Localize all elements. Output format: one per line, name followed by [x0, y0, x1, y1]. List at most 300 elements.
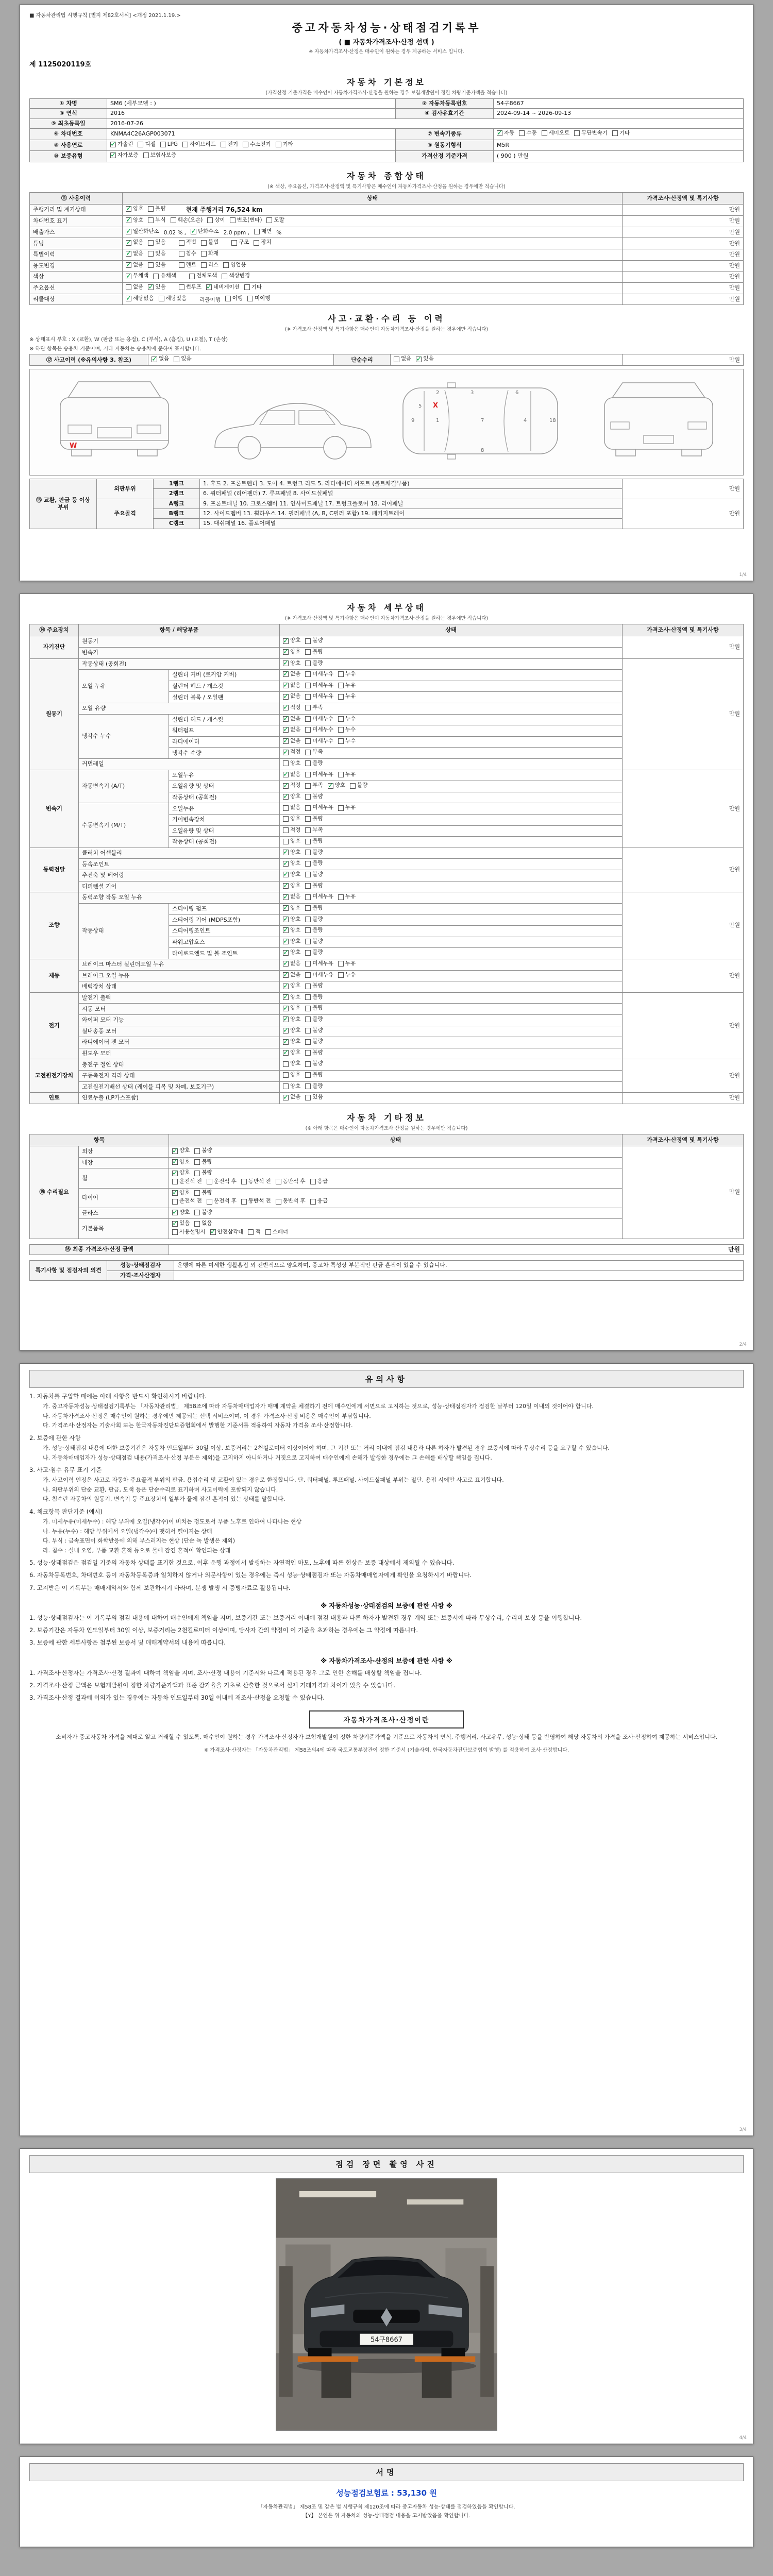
checkbox-option: [283, 782, 300, 789]
checkbox-unchecked[interactable]: [254, 229, 260, 234]
checkbox-unchecked[interactable]: [305, 716, 311, 722]
checkbox-checked[interactable]: [283, 917, 289, 922]
device-state: [280, 837, 623, 848]
checkbox-unchecked[interactable]: [305, 1095, 311, 1100]
checkbox-unchecked[interactable]: [254, 240, 259, 246]
checkbox-unchecked[interactable]: [305, 961, 311, 967]
checkbox-unchecked[interactable]: [338, 894, 344, 900]
checkbox-label: 부족: [312, 749, 323, 755]
field-label: 가격산정 기준가격: [396, 151, 494, 162]
checkbox-unchecked[interactable]: [338, 716, 344, 722]
checkbox-unchecked[interactable]: [338, 972, 344, 978]
checkbox-label: 양호: [290, 949, 301, 956]
checkbox-unchecked[interactable]: [305, 872, 311, 877]
checkbox-unchecked[interactable]: [179, 251, 184, 257]
table-row: [30, 1146, 744, 1158]
checkbox-checked[interactable]: [110, 142, 116, 147]
checkbox-checked[interactable]: [283, 939, 289, 944]
checkbox-label: 부족: [312, 826, 323, 833]
checkbox-unchecked[interactable]: [305, 738, 311, 744]
diagram-repair-mark: W: [69, 442, 77, 450]
checkbox-unchecked[interactable]: [194, 1159, 200, 1165]
checkbox-option: [207, 1198, 237, 1205]
checkbox-checked[interactable]: [206, 284, 212, 290]
checkbox-label: 양호: [334, 782, 345, 789]
checkbox-unchecked[interactable]: [305, 1016, 311, 1022]
checkbox-option: [172, 1190, 190, 1197]
price-amount: 만원: [623, 215, 744, 227]
checkbox-checked[interactable]: [283, 705, 289, 710]
check-group: [126, 273, 181, 281]
device-state: [280, 937, 623, 948]
checkbox-label: LPG: [167, 141, 178, 147]
checkbox-unchecked[interactable]: [305, 950, 311, 956]
checkbox-unchecked[interactable]: [305, 1061, 311, 1067]
checkbox-unchecked[interactable]: [148, 240, 154, 246]
notice-paragraph: 라. 침수 : 실내 오염, 부품 교환 흔적 등으로 물에 잠긴 흔적이 확인되는 상태: [43, 1547, 231, 1554]
checkbox-unchecked[interactable]: [223, 262, 229, 268]
checkbox-label: 리스: [208, 261, 219, 268]
checkbox-unchecked[interactable]: [172, 1199, 178, 1205]
checkbox-unchecked[interactable]: [276, 1199, 281, 1205]
checkbox-unchecked[interactable]: [305, 1039, 311, 1045]
checkbox-label: 운전석 전: [179, 1198, 202, 1205]
etc-state: [169, 1219, 623, 1239]
checkbox-label: 누수: [345, 726, 356, 733]
checkbox-option: [338, 716, 356, 723]
device-subitem: 오일유량 및 상태: [169, 781, 280, 792]
check-group: [126, 284, 171, 293]
checkbox-unchecked[interactable]: [276, 142, 281, 147]
checkbox-checked[interactable]: [283, 683, 289, 688]
checkbox-unchecked[interactable]: [338, 683, 344, 688]
checkbox-option: [206, 284, 240, 291]
device-item: 수동변속기 (M/T): [79, 803, 169, 848]
checkbox-option: [171, 217, 203, 224]
notice-paragraph: 5. 성능·상태점검은 점검일 기준의 자동차 상태를 표기한 것으로, 이후 운행 과정에서 발생하는 자연적인 마모, 노후에 따른 현상은 보증 대상에서 제외될 수 있습니다.: [29, 1559, 455, 1566]
checkbox-checked[interactable]: [283, 1016, 289, 1022]
checkbox-checked[interactable]: [283, 950, 289, 956]
checkbox-label: 구조: [239, 239, 249, 246]
checkbox-checked[interactable]: [283, 984, 289, 989]
table-row: [30, 1270, 744, 1280]
notice-paragraph: 가. 미세누유(미세누수) : 해당 부위에 오일(냉각수)이 비치는 정도로서 부품 노후로 인하여 나타나는 현상: [43, 1518, 301, 1525]
checkbox-unchecked[interactable]: [160, 142, 166, 147]
inline-label: %: [276, 229, 282, 236]
checkbox-unchecked[interactable]: [143, 152, 149, 158]
checkbox-unchecked[interactable]: [283, 1061, 289, 1067]
checkbox-unchecked[interactable]: [194, 1221, 200, 1227]
checkbox-option: [283, 860, 300, 867]
checkbox-unchecked[interactable]: [305, 794, 311, 800]
checkbox-option: [143, 152, 177, 159]
checkbox-unchecked[interactable]: [179, 240, 184, 246]
checkbox-option: [179, 239, 196, 246]
checkbox-label: 불량: [312, 927, 323, 934]
checkbox-checked[interactable]: [283, 861, 289, 867]
checkbox-unchecked[interactable]: [305, 683, 311, 688]
overall-condition-table: [29, 192, 744, 306]
checkbox-checked[interactable]: [328, 783, 333, 789]
checkbox-unchecked[interactable]: [241, 1199, 247, 1205]
device-state: [280, 647, 623, 658]
checkbox-option: [305, 1072, 323, 1079]
checkbox-unchecked[interactable]: [148, 262, 154, 268]
checkbox-label: 양호: [290, 1072, 301, 1078]
checkbox-unchecked[interactable]: [138, 142, 143, 147]
checkbox-unchecked[interactable]: [159, 296, 164, 301]
checkbox-unchecked[interactable]: [305, 1083, 311, 1089]
checkbox-unchecked[interactable]: [179, 284, 184, 290]
checkbox-label: 불량: [312, 860, 323, 867]
checkbox-unchecked[interactable]: [248, 1229, 254, 1235]
checkbox-option: [338, 893, 356, 901]
table-header-row: [30, 624, 744, 636]
checkbox-unchecked[interactable]: [244, 284, 250, 290]
section-title-detail: 자동차 세부상태: [347, 603, 426, 613]
checkbox-unchecked[interactable]: [189, 274, 195, 279]
device-state: [280, 748, 623, 759]
device-item: 윈도우 모터: [79, 1048, 280, 1059]
opinion-role-inspector: 성능·상태점검자: [107, 1261, 174, 1270]
checkbox-label: 운전석 후: [213, 1178, 237, 1185]
checkbox-unchecked[interactable]: [207, 1199, 212, 1205]
device-state: [280, 859, 623, 870]
checkbox-option: [172, 1209, 190, 1216]
checkbox-unchecked[interactable]: [305, 705, 311, 710]
col-state: 상태: [169, 1134, 623, 1146]
checkbox-checked[interactable]: [283, 1028, 289, 1033]
checkbox-checked[interactable]: [283, 1050, 289, 1056]
checkbox-checked[interactable]: [497, 130, 502, 136]
checkbox-checked[interactable]: [126, 240, 131, 246]
checkbox-checked[interactable]: [126, 251, 131, 257]
checkbox-unchecked[interactable]: [305, 1072, 311, 1078]
checkbox-unchecked[interactable]: [338, 772, 344, 777]
checkbox-option: [305, 1083, 323, 1090]
checkbox-checked[interactable]: [283, 738, 289, 744]
checkbox-unchecked[interactable]: [305, 894, 311, 900]
checkbox-unchecked[interactable]: [172, 1179, 178, 1184]
state-extra: 현재 주행거리 76,524 km: [186, 206, 263, 214]
checkbox-unchecked[interactable]: [305, 972, 311, 978]
checkbox-unchecked[interactable]: [305, 1006, 311, 1011]
checkbox-unchecked[interactable]: [305, 1050, 311, 1056]
etc-item: 글라스: [79, 1208, 169, 1219]
usage-item: 주행거리 및 계기상태: [30, 205, 123, 216]
checkbox-checked[interactable]: [172, 1171, 178, 1176]
checkbox-unchecked[interactable]: [394, 357, 399, 362]
checkbox-unchecked[interactable]: [305, 827, 311, 833]
checkbox-option: [126, 217, 143, 224]
checkbox-unchecked[interactable]: [230, 217, 236, 223]
checkbox-unchecked[interactable]: [179, 262, 184, 268]
checkbox-unchecked[interactable]: [305, 861, 311, 867]
check-group: [126, 217, 289, 226]
checkbox-checked[interactable]: [126, 274, 131, 279]
checkbox-unchecked[interactable]: [305, 671, 311, 677]
checkbox-option: [305, 883, 323, 890]
checkbox-unchecked[interactable]: [182, 142, 188, 147]
checkbox-option: [305, 682, 333, 689]
checkbox-unchecked[interactable]: [305, 1028, 311, 1033]
checkbox-checked[interactable]: [126, 296, 131, 301]
checkbox-unchecked[interactable]: [305, 984, 311, 989]
checkbox-unchecked[interactable]: [305, 638, 311, 644]
checkbox-option: [305, 816, 323, 823]
checkbox-unchecked[interactable]: [283, 1072, 289, 1078]
checkbox-unchecked[interactable]: [542, 130, 547, 136]
checkbox-checked[interactable]: [283, 794, 289, 800]
checkbox-unchecked[interactable]: [283, 827, 289, 833]
checkbox-unchecked[interactable]: [305, 850, 311, 855]
checkbox-label: 불량: [201, 1158, 212, 1165]
table-row: [30, 354, 744, 366]
checkbox-unchecked[interactable]: [305, 805, 311, 811]
checkbox-unchecked[interactable]: [201, 262, 207, 268]
checkbox-label: 응급: [317, 1198, 328, 1205]
checkbox-unchecked[interactable]: [194, 1148, 200, 1154]
checkbox-unchecked[interactable]: [305, 994, 311, 1000]
checkbox-option: [305, 838, 323, 845]
checkbox-option: [126, 250, 143, 258]
notice-paragraph: 2. 보증기간은 자동차 인도일부터 30일 이상, 보증거리는 2천킬로미터 이상이며, 당사자 간의 약정이 이 기준을 초과하는 경우에는 그 약정에 따릅니다.: [29, 1626, 418, 1634]
checkbox-label: 없음: [290, 671, 301, 677]
checkbox-checked[interactable]: [283, 783, 289, 789]
checkbox-option: [283, 960, 300, 968]
checkbox-unchecked[interactable]: [305, 816, 311, 822]
checkbox-option: [174, 355, 191, 363]
checkbox-label: 네비게이션: [213, 283, 240, 290]
checkbox-unchecked[interactable]: [201, 251, 207, 257]
checkbox-unchecked[interactable]: [231, 240, 237, 246]
checkbox-checked[interactable]: [283, 671, 289, 677]
checkbox-unchecked[interactable]: [305, 660, 311, 666]
checkbox-checked[interactable]: [210, 1229, 216, 1235]
checkbox-option: [305, 693, 333, 700]
checkbox-unchecked[interactable]: [305, 772, 311, 777]
checkbox-unchecked[interactable]: [574, 130, 580, 136]
checkbox-checked[interactable]: [148, 284, 154, 290]
checkbox-checked[interactable]: [283, 972, 289, 978]
notice-paragraph: 7. 고지받은 이 기록부는 매매계약서와 함께 보관하시기 바라며, 분쟁 발생 시 증빙자료로 활용됩니다.: [29, 1584, 291, 1591]
checkbox-unchecked[interactable]: [310, 1199, 316, 1205]
checkbox-unchecked[interactable]: [305, 649, 311, 655]
checkbox-checked[interactable]: [172, 1159, 178, 1165]
device-subitem: 스티어링조인트: [169, 926, 280, 937]
checkbox-option: [283, 1005, 300, 1012]
checkbox-unchecked[interactable]: [265, 1229, 271, 1235]
checkbox-unchecked[interactable]: [283, 1083, 289, 1089]
checkbox-checked[interactable]: [172, 1190, 178, 1196]
checkbox-option: [247, 295, 270, 302]
checkbox-unchecked[interactable]: [305, 760, 311, 766]
checkbox-checked[interactable]: [283, 1095, 289, 1100]
notice-paragraph: 나. 누유(누수) : 해당 부위에서 오일(냉각수)이 맺혀서 떨어지는 상태: [43, 1528, 212, 1535]
checkbox-unchecked[interactable]: [225, 296, 231, 301]
checkbox-unchecked[interactable]: [338, 738, 344, 744]
device-subitem: 오일유량 및 상태: [169, 825, 280, 837]
checkbox-unchecked[interactable]: [338, 694, 344, 700]
checkbox-label: 양호: [290, 1038, 301, 1045]
checkbox-checked[interactable]: [283, 927, 289, 933]
checkbox-unchecked[interactable]: [174, 357, 179, 362]
checkbox-option: [126, 239, 143, 246]
checkbox-unchecked[interactable]: [305, 917, 311, 922]
check-group: [126, 262, 171, 270]
checkbox-unchecked[interactable]: [194, 1210, 200, 1215]
checkbox-unchecked[interactable]: [283, 816, 289, 822]
table-header-row: [30, 1134, 744, 1146]
checkbox-option: [126, 262, 143, 269]
checkbox-unchecked[interactable]: [283, 760, 289, 766]
checkbox-label: 양호: [290, 871, 301, 878]
checkbox-unchecked[interactable]: [194, 1190, 200, 1196]
checkbox-unchecked[interactable]: [338, 961, 344, 967]
table-row: [30, 249, 744, 261]
checkbox-unchecked[interactable]: [266, 217, 272, 223]
checkbox-checked[interactable]: [416, 357, 422, 362]
checkbox-checked[interactable]: [172, 1221, 178, 1227]
checkbox-option: [201, 250, 219, 258]
checkbox-unchecked[interactable]: [247, 296, 253, 301]
checkbox-unchecked[interactable]: [338, 727, 344, 733]
checkbox-unchecked[interactable]: [305, 783, 311, 789]
checkbox-checked[interactable]: [110, 152, 116, 158]
checkbox-label: 없음: [290, 960, 301, 967]
checkbox-unchecked[interactable]: [221, 142, 226, 147]
checkbox-label: 보험사보증: [150, 152, 177, 159]
checkbox-unchecked[interactable]: [350, 783, 356, 789]
checkbox-checked[interactable]: [283, 638, 289, 644]
checkbox-unchecked[interactable]: [126, 284, 131, 290]
checkbox-unchecked[interactable]: [241, 1179, 247, 1184]
field-label: ④ 검사유효기간: [396, 109, 494, 118]
checkbox-unchecked[interactable]: [276, 1179, 281, 1184]
checkbox-checked[interactable]: [283, 660, 289, 666]
checkbox-option: [305, 749, 323, 756]
checkbox-checked[interactable]: [283, 850, 289, 855]
checkbox-checked[interactable]: [283, 894, 289, 900]
document-number: 제 1125020119호: [29, 61, 92, 69]
checkbox-label: 양호: [290, 993, 301, 1000]
checkbox-checked[interactable]: [283, 961, 289, 967]
checkbox-checked[interactable]: [283, 905, 289, 911]
checkbox-option: [276, 1178, 306, 1185]
checkbox-checked[interactable]: [283, 772, 289, 777]
rank-part-list: 6. 쿼터패널 (리어펜더) 7. 루프패널 8. 사이드실패널: [200, 489, 623, 499]
checkbox-unchecked[interactable]: [612, 130, 618, 136]
checkbox-checked[interactable]: [283, 872, 289, 877]
checkbox-unchecked[interactable]: [148, 251, 154, 257]
checkbox-checked[interactable]: [172, 1210, 178, 1215]
checkbox-option: [172, 1220, 190, 1227]
checkbox-label: 불량: [312, 1027, 323, 1033]
checkbox-unchecked[interactable]: [519, 130, 525, 136]
notice-paragraph: 1. 자동차를 구입할 때에는 아래 사항을 반드시 확인하시기 바랍니다.: [29, 1393, 207, 1400]
usage-state: [123, 282, 623, 294]
checkbox-checked[interactable]: [126, 206, 131, 212]
checkbox-unchecked[interactable]: [194, 1171, 200, 1176]
checkbox-unchecked[interactable]: [201, 240, 207, 246]
checkbox-option: [194, 1159, 212, 1166]
checkbox-checked[interactable]: [283, 1006, 289, 1011]
final-price-value: 만원: [169, 1244, 744, 1255]
checkbox-unchecked[interactable]: [283, 805, 289, 811]
notice-paragraph: 4. 체크항목 판단기준 (예시): [29, 1507, 103, 1515]
checkbox-checked[interactable]: [152, 357, 157, 362]
checkbox-checked[interactable]: [283, 649, 289, 655]
checkbox-unchecked[interactable]: [338, 805, 344, 811]
checkbox-checked[interactable]: [191, 229, 196, 234]
checkbox-unchecked[interactable]: [305, 694, 311, 700]
field-label: ⑨ 원동기형식: [396, 140, 494, 151]
checkbox-unchecked[interactable]: [283, 839, 289, 844]
checkbox-label: 동반석 전: [248, 1178, 271, 1185]
checkbox-label: 불량: [312, 1060, 323, 1067]
checkbox-option: [305, 1027, 323, 1035]
checkbox-unchecked[interactable]: [148, 217, 154, 223]
price-amount: 만원: [623, 636, 744, 658]
checkbox-checked[interactable]: [172, 1148, 178, 1154]
checkbox-unchecked[interactable]: [171, 217, 176, 223]
checkbox-label: 불량: [312, 637, 323, 644]
checkbox-unchecked[interactable]: [305, 927, 311, 933]
checkbox-unchecked[interactable]: [222, 274, 227, 279]
document-title: 중고자동차성능·상태점검기록부: [292, 22, 481, 34]
checkbox-option: [305, 1038, 323, 1045]
table-row: [30, 1261, 744, 1270]
checkbox-unchecked[interactable]: [207, 217, 213, 223]
checkbox-checked[interactable]: [283, 883, 289, 889]
table-row: [30, 238, 744, 249]
checkbox-unchecked[interactable]: [305, 727, 311, 733]
checkbox-unchecked[interactable]: [305, 839, 311, 844]
checkbox-checked[interactable]: [283, 994, 289, 1000]
checkbox-checked[interactable]: [283, 1039, 289, 1045]
checkbox-unchecked[interactable]: [172, 1229, 178, 1235]
device-item: 오일 유량: [79, 703, 280, 714]
checkbox-checked[interactable]: [283, 727, 289, 733]
checkbox-checked[interactable]: [283, 716, 289, 722]
checkbox-unchecked[interactable]: [310, 1179, 316, 1184]
checkbox-checked[interactable]: [283, 694, 289, 700]
diagram-part-number: 9: [411, 418, 415, 424]
checkbox-unchecked[interactable]: [338, 671, 344, 677]
table-row: [30, 636, 744, 648]
checkbox-checked[interactable]: [126, 229, 131, 234]
usage-item: 배출가스: [30, 227, 123, 238]
checkbox-unchecked[interactable]: [207, 1179, 212, 1184]
checkbox-checked[interactable]: [283, 750, 289, 755]
checkbox-unchecked[interactable]: [148, 206, 154, 212]
table-row: [30, 848, 744, 859]
checkbox-unchecked[interactable]: [243, 142, 248, 147]
checkbox-option: [305, 849, 323, 856]
checkbox-checked[interactable]: [126, 262, 131, 268]
checkbox-unchecked[interactable]: [305, 905, 311, 911]
checkbox-unchecked[interactable]: [305, 750, 311, 755]
notice-title: 유의사항: [29, 1370, 744, 1388]
table-row: [30, 151, 744, 162]
checkbox-unchecked[interactable]: [305, 883, 311, 889]
checkbox-checked[interactable]: [126, 217, 131, 223]
checkbox-unchecked[interactable]: [153, 274, 159, 279]
device-state: [280, 959, 623, 970]
exchange-rank-table: [29, 479, 744, 529]
checkbox-unchecked[interactable]: [305, 939, 311, 944]
checkbox-option: [194, 1170, 212, 1177]
